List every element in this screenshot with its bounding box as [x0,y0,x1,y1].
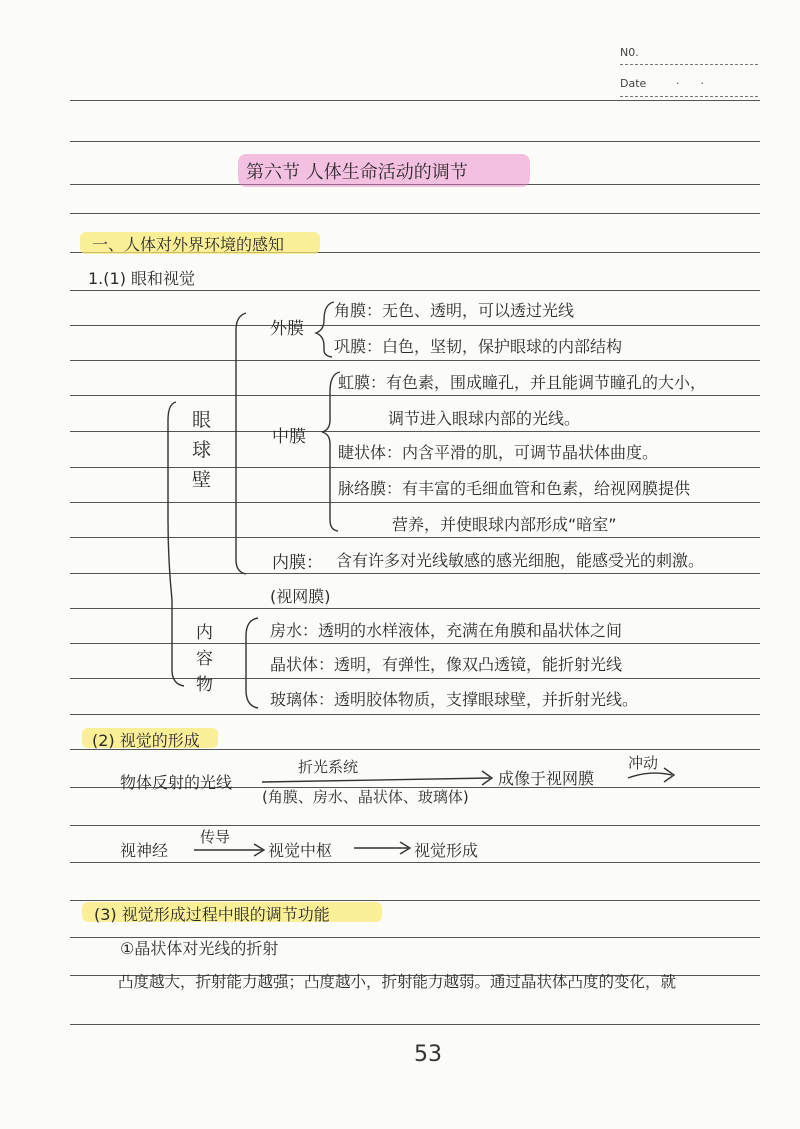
flow-arrow-top-label: 折光系统 [298,758,359,776]
ciliary-text: 睫状体：内含平滑的肌，可调节晶状体曲度。 [338,443,659,462]
cornea-text: 角膜：无色、透明，可以透过光线 [334,301,575,320]
flow-conduct: 传导 [200,828,231,846]
iris-text-cont: 调节进入眼球内部的光线。 [388,409,581,428]
inner-membrane-text: 含有许多对光线敏感的感光细胞，能感受光的刺激。 [336,551,705,570]
date-dots: · · [676,77,704,90]
flow-arrow-bottom-label: (角膜、房水、晶状体、玻璃体) [262,788,469,806]
outer-membrane-label: 外膜 [270,319,304,339]
lens-refraction-point: ①晶状体对光线的折射 [120,939,279,958]
subsection3-heading: (3) 视觉形成过程中眼的调节功能 [94,905,330,924]
retina-note: (视网膜) [270,587,331,606]
section1-heading: 一、人体对外界环境的感知 [92,235,285,254]
flow-nerve: 视神经 [120,841,169,860]
contents-label: 内容物 [196,623,213,695]
lens-text: 晶状体：透明，有弹性，像双凸透镜，能折射光线 [270,655,623,674]
lens-refraction-text: 凸度越大，折射能力越强；凸度越小，折射能力越弱。通过晶状体凸度的变化，就 [118,973,677,991]
choroid-text: 脉络膜：有丰富的毛细血管和色素，给视网膜提供 [338,479,691,498]
date-label: Date [620,77,647,90]
number-label: N0. [620,46,639,59]
flow-start: 物体反射的光线 [120,773,233,792]
sclera-text: 巩膜：白色，坚韧，保护眼球的内部结构 [334,337,623,356]
subsection2-heading: (2) 视觉的形成 [92,731,200,750]
vitreous-text: 玻璃体：透明胶体物质，支撑眼球壁，并折射光线。 [270,690,639,709]
page-title: 第六节 人体生命活动的调节 [246,162,468,183]
choroid-text-cont: 营养，并使眼球内部形成“暗室” [392,515,617,534]
aqueous-text: 房水：透明的水样液体，充满在角膜和晶状体之间 [270,621,623,640]
inner-membrane-label: 内膜： [272,553,323,573]
flow-result: 视觉形成 [414,841,479,860]
page-number: 53 [414,1042,442,1067]
subsection1-heading: 1.(1) 眼和视觉 [88,269,196,288]
iris-text: 虹膜：有色素，围成瞳孔，并且能调节瞳孔的大小， [338,373,707,392]
eyeball-wall-label: 眼球壁 [192,409,212,491]
flow-image: 成像于视网膜 [498,769,595,788]
middle-membrane-label: 中膜 [272,427,306,447]
flow-center: 视觉中枢 [268,841,333,860]
flow-impulse: 冲动 [628,754,659,772]
